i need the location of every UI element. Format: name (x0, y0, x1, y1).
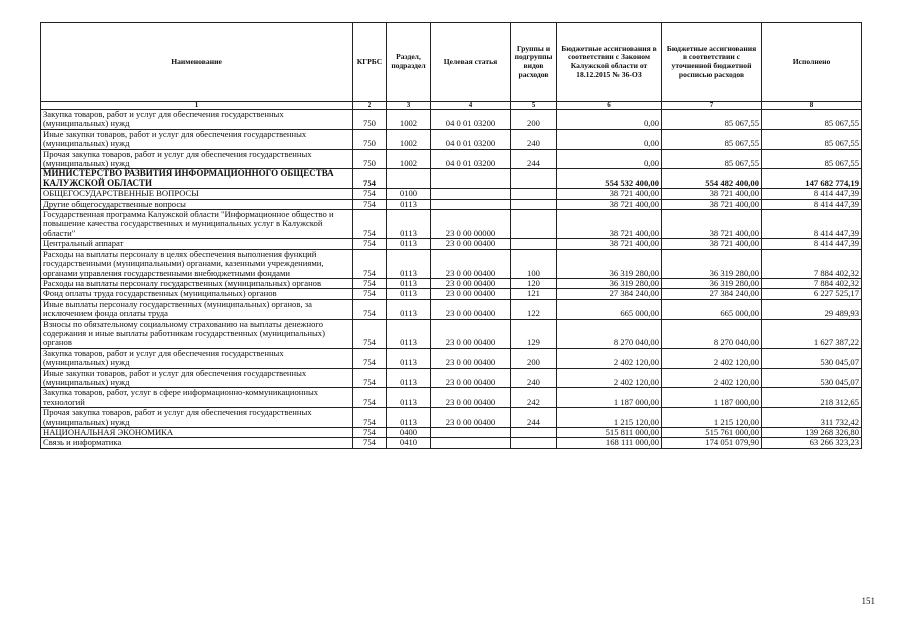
cell-name: Закупка товаров, работ, услуг в сфере информационно-коммуникационных технологий (41, 388, 353, 408)
cell-executed: 29 489,93 (762, 299, 862, 319)
cell-budget-rospis: 85 067,55 (662, 129, 762, 149)
cell-executed: 311 732,42 (762, 408, 862, 428)
cell-kgrbs: 750 (353, 149, 387, 169)
cell-name: Прочая закупка товаров, работ и услуг для обеспечения государственных (муниципальных) нужд (41, 149, 353, 169)
cell-budget-rospis: 1 187 000,00 (662, 388, 762, 408)
header-kgrbs: КГРБС (353, 23, 387, 102)
cell-executed: 8 414 447,39 (762, 199, 862, 209)
cell-budget-law: 38 721 400,00 (557, 199, 662, 209)
table-row (41, 249, 862, 278)
cell-expense-type: 244 (511, 149, 557, 169)
cell-razdel: 1002 (387, 110, 431, 130)
cell-name: Государственная программа Калужской области "Информационное общество и повышение качества государственных и муниципальных услуг в Калужской области" (41, 210, 353, 239)
cell-budget-law: 36 319 280,00 (557, 278, 662, 288)
cell-executed: 1 627 387,22 (762, 319, 862, 348)
header-tselevaya: Целевая статья (431, 23, 511, 102)
table-row (41, 289, 862, 299)
cell-budget-rospis: 2 402 120,00 (662, 348, 762, 368)
cell-kgrbs: 754 (353, 239, 387, 249)
cell-budget-rospis: 38 721 400,00 (662, 210, 762, 239)
cell-razdel: 0113 (387, 210, 431, 239)
cell-budget-law: 1 215 120,00 (557, 408, 662, 428)
column-number: 2 (353, 102, 387, 110)
cell-target-article: 04 0 01 03200 (431, 149, 511, 169)
table-row (41, 438, 862, 448)
table-row (41, 239, 862, 249)
cell-kgrbs: 754 (353, 408, 387, 428)
cell-razdel: 0410 (387, 438, 431, 448)
cell-razdel: 0113 (387, 348, 431, 368)
cell-kgrbs: 754 (353, 348, 387, 368)
cell-razdel: 0113 (387, 388, 431, 408)
cell-expense-type: 121 (511, 289, 557, 299)
table-body (41, 110, 862, 449)
cell-expense-type: 200 (511, 110, 557, 130)
cell-executed: 7 884 402,32 (762, 249, 862, 278)
cell-kgrbs: 754 (353, 299, 387, 319)
cell-target-article (431, 169, 511, 189)
column-number: 3 (387, 102, 431, 110)
cell-budget-law: 515 811 000,00 (557, 428, 662, 438)
cell-expense-type (511, 210, 557, 239)
cell-expense-type: 240 (511, 368, 557, 388)
cell-name: Связь и информатика (41, 438, 353, 448)
cell-executed: 530 045,07 (762, 368, 862, 388)
cell-executed: 8 414 447,39 (762, 239, 862, 249)
cell-budget-rospis: 38 721 400,00 (662, 189, 762, 199)
cell-razdel: 0113 (387, 278, 431, 288)
cell-name: Прочая закупка товаров, работ и услуг для обеспечения государственных (муниципальных) нужд (41, 408, 353, 428)
table-row (41, 388, 862, 408)
cell-razdel: 0400 (387, 428, 431, 438)
cell-name: МИНИСТЕРСТВО РАЗВИТИЯ ИНФОРМАЦИОННОГО ОБЩЕСТВА КАЛУЖСКОЙ ОБЛАСТИ (41, 169, 353, 189)
cell-razdel: 0113 (387, 368, 431, 388)
cell-budget-law: 0,00 (557, 149, 662, 169)
cell-expense-type: 100 (511, 249, 557, 278)
column-number: 8 (762, 102, 862, 110)
header-ispolneno: Исполнено (762, 23, 862, 102)
cell-target-article: 23 0 00 00400 (431, 368, 511, 388)
cell-budget-rospis: 38 721 400,00 (662, 239, 762, 249)
cell-budget-rospis: 85 067,55 (662, 110, 762, 130)
cell-target-article: 23 0 00 00400 (431, 408, 511, 428)
cell-kgrbs: 754 (353, 388, 387, 408)
cell-budget-rospis: 8 270 040,00 (662, 319, 762, 348)
cell-budget-rospis: 174 051 079,90 (662, 438, 762, 448)
header-razdel: Раздел, подраздел (387, 23, 431, 102)
cell-name: Взносы по обязательному социальному страхованию на выплаты денежного содержания и иные выплаты работникам государственных (муниципальных) органов (41, 319, 353, 348)
cell-budget-law: 0,00 (557, 129, 662, 149)
cell-razdel: 0113 (387, 289, 431, 299)
cell-budget-law: 27 384 240,00 (557, 289, 662, 299)
cell-target-article: 23 0 00 00400 (431, 319, 511, 348)
cell-executed: 8 414 447,39 (762, 189, 862, 199)
column-number: 5 (511, 102, 557, 110)
cell-budget-law: 2 402 120,00 (557, 348, 662, 368)
cell-kgrbs: 754 (353, 199, 387, 209)
cell-executed: 85 067,55 (762, 149, 862, 169)
header-name: Наименование (41, 23, 353, 102)
table-row (41, 428, 862, 438)
column-number-row (41, 102, 862, 110)
cell-expense-type: 129 (511, 319, 557, 348)
cell-target-article: 04 0 01 03200 (431, 129, 511, 149)
table-row (41, 408, 862, 428)
cell-target-article (431, 438, 511, 448)
cell-kgrbs: 750 (353, 129, 387, 149)
cell-expense-type: 200 (511, 348, 557, 368)
cell-name: Закупка товаров, работ и услуг для обеспечения государственных (муниципальных) нужд (41, 348, 353, 368)
cell-expense-type: 122 (511, 299, 557, 319)
cell-budget-rospis: 2 402 120,00 (662, 368, 762, 388)
cell-budget-law: 8 270 040,00 (557, 319, 662, 348)
cell-budget-rospis: 515 761 000,00 (662, 428, 762, 438)
cell-executed: 8 414 447,39 (762, 210, 862, 239)
cell-target-article: 23 0 00 00400 (431, 299, 511, 319)
cell-razdel: 0100 (387, 189, 431, 199)
cell-executed: 85 067,55 (762, 110, 862, 130)
cell-kgrbs: 754 (353, 368, 387, 388)
cell-budget-rospis: 85 067,55 (662, 149, 762, 169)
cell-expense-type (511, 438, 557, 448)
cell-executed: 147 682 774,19 (762, 169, 862, 189)
cell-razdel: 0113 (387, 408, 431, 428)
cell-executed: 218 312,65 (762, 388, 862, 408)
cell-budget-law: 2 402 120,00 (557, 368, 662, 388)
cell-razdel: 0113 (387, 319, 431, 348)
cell-executed: 63 266 323,23 (762, 438, 862, 448)
cell-kgrbs: 754 (353, 169, 387, 189)
cell-budget-law: 554 532 400,00 (557, 169, 662, 189)
cell-executed: 7 884 402,32 (762, 278, 862, 288)
cell-target-article (431, 428, 511, 438)
cell-name: Иные выплаты персоналу государственных (муниципальных) органов, за исключением фонда оплаты труда (41, 299, 353, 319)
cell-name: Другие общегосударственные вопросы (41, 199, 353, 209)
table-row (41, 319, 862, 348)
cell-target-article: 23 0 00 00400 (431, 289, 511, 299)
cell-expense-type: 244 (511, 408, 557, 428)
cell-kgrbs: 754 (353, 319, 387, 348)
header-bud-law: Бюджетные ассигнования в соответствии с Законом Калужской области от 18.12.2015 № 36-ОЗ (557, 23, 662, 102)
cell-kgrbs: 754 (353, 189, 387, 199)
table-row (41, 210, 862, 239)
cell-budget-law: 36 319 280,00 (557, 249, 662, 278)
cell-name: Расходы на выплаты персоналу государственных (муниципальных) органов (41, 278, 353, 288)
table-row (41, 169, 862, 189)
cell-expense-type: 120 (511, 278, 557, 288)
cell-name: Иные закупки товаров, работ и услуг для обеспечения государственных (муниципальных) нужд (41, 129, 353, 149)
cell-target-article: 23 0 00 00400 (431, 348, 511, 368)
table-row (41, 199, 862, 209)
cell-name: Закупка товаров, работ и услуг для обеспечения государственных (муниципальных) нужд (41, 110, 353, 130)
cell-expense-type (511, 199, 557, 209)
column-number: 6 (557, 102, 662, 110)
cell-budget-law: 168 111 000,00 (557, 438, 662, 448)
cell-budget-rospis: 554 482 400,00 (662, 169, 762, 189)
cell-expense-type (511, 239, 557, 249)
cell-executed: 139 268 326,80 (762, 428, 862, 438)
cell-expense-type (511, 169, 557, 189)
cell-budget-law: 38 721 400,00 (557, 210, 662, 239)
cell-kgrbs: 754 (353, 249, 387, 278)
table-row (41, 278, 862, 288)
cell-budget-rospis: 665 000,00 (662, 299, 762, 319)
cell-razdel: 0113 (387, 299, 431, 319)
table-row (41, 348, 862, 368)
header-bud-rospis: Бюджетные ассигнования в соответствии с уточненной бюджетной росписью расходов (662, 23, 762, 102)
column-number: 4 (431, 102, 511, 110)
cell-budget-rospis: 1 215 120,00 (662, 408, 762, 428)
cell-budget-law: 0,00 (557, 110, 662, 130)
cell-razdel: 0113 (387, 199, 431, 209)
table-row (41, 149, 862, 169)
cell-razdel: 1002 (387, 149, 431, 169)
cell-name: ОБЩЕГОСУДАРСТВЕННЫЕ ВОПРОСЫ (41, 189, 353, 199)
table-row (41, 189, 862, 199)
cell-kgrbs: 754 (353, 278, 387, 288)
cell-expense-type (511, 428, 557, 438)
cell-expense-type: 242 (511, 388, 557, 408)
cell-budget-rospis: 27 384 240,00 (662, 289, 762, 299)
table-row (41, 110, 862, 130)
cell-executed: 85 067,55 (762, 129, 862, 149)
cell-razdel: 0113 (387, 239, 431, 249)
header-gruppy: Группы и подгруппы видов расходов (511, 23, 557, 102)
budget-table (40, 22, 862, 449)
cell-razdel: 1002 (387, 129, 431, 149)
table-row (41, 129, 862, 149)
page-number: 151 (861, 596, 875, 606)
column-number: 1 (41, 102, 353, 110)
cell-name: Расходы на выплаты персоналу в целях обеспечения выполнения функций государственными (муниципальными) органами, казенными учреждениями, органами управления государственными внебюджетными фондами (41, 249, 353, 278)
cell-target-article: 23 0 00 00400 (431, 388, 511, 408)
cell-kgrbs: 754 (353, 210, 387, 239)
header-row (41, 23, 862, 102)
cell-razdel: 0113 (387, 249, 431, 278)
cell-razdel (387, 169, 431, 189)
cell-budget-rospis: 36 319 280,00 (662, 278, 762, 288)
cell-executed: 6 227 525,17 (762, 289, 862, 299)
cell-target-article: 23 0 00 00000 (431, 210, 511, 239)
table-row (41, 299, 862, 319)
cell-kgrbs: 750 (353, 110, 387, 130)
cell-budget-rospis: 36 319 280,00 (662, 249, 762, 278)
cell-target-article: 23 0 00 00400 (431, 249, 511, 278)
cell-budget-rospis: 38 721 400,00 (662, 199, 762, 209)
cell-executed: 530 045,07 (762, 348, 862, 368)
cell-expense-type: 240 (511, 129, 557, 149)
cell-kgrbs: 754 (353, 438, 387, 448)
cell-expense-type (511, 189, 557, 199)
cell-target-article (431, 199, 511, 209)
cell-target-article: 04 0 01 03200 (431, 110, 511, 130)
cell-name: Центральный аппарат (41, 239, 353, 249)
cell-budget-law: 665 000,00 (557, 299, 662, 319)
column-number: 7 (662, 102, 762, 110)
cell-budget-law: 38 721 400,00 (557, 239, 662, 249)
cell-budget-law: 1 187 000,00 (557, 388, 662, 408)
cell-kgrbs: 754 (353, 428, 387, 438)
cell-target-article (431, 189, 511, 199)
table-row (41, 368, 862, 388)
cell-target-article: 23 0 00 00400 (431, 239, 511, 249)
cell-kgrbs: 754 (353, 289, 387, 299)
cell-target-article: 23 0 00 00400 (431, 278, 511, 288)
cell-name: Фонд оплаты труда государственных (муниципальных) органов (41, 289, 353, 299)
cell-name: НАЦИОНАЛЬНАЯ ЭКОНОМИКА (41, 428, 353, 438)
cell-budget-law: 38 721 400,00 (557, 189, 662, 199)
cell-name: Иные закупки товаров, работ и услуг для обеспечения государственных (муниципальных) нужд (41, 368, 353, 388)
